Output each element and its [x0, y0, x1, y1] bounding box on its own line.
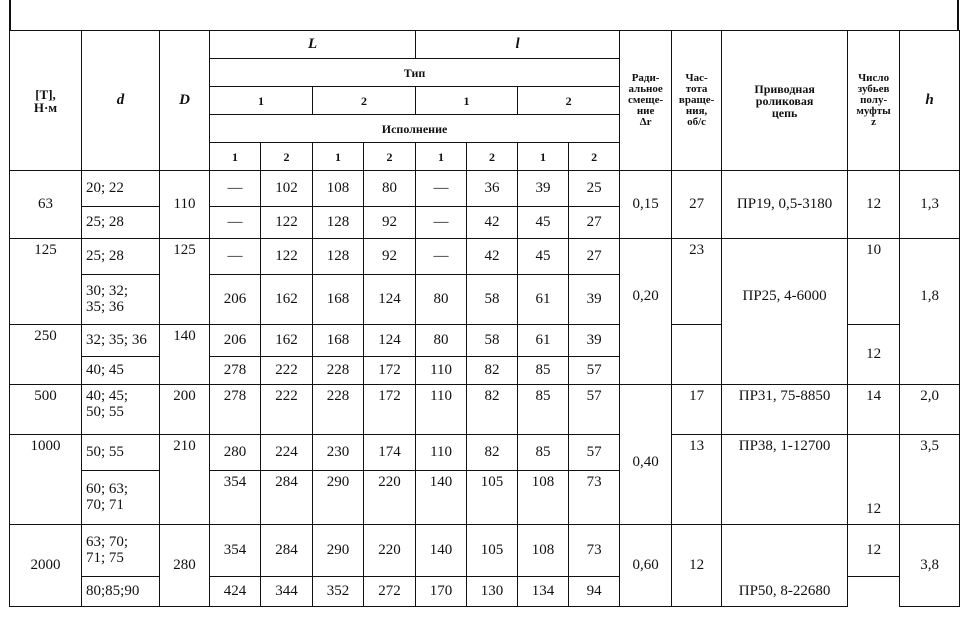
value-cell: 85: [518, 357, 569, 385]
value-cell: 134: [518, 577, 569, 607]
value-cell: 124: [364, 325, 416, 357]
header-exec-col: 1: [518, 143, 569, 171]
torque-cell: 500: [10, 385, 82, 435]
value-cell: 80: [364, 171, 416, 207]
torque-cell: 2000: [10, 525, 82, 607]
value-cell: 110: [416, 357, 467, 385]
value-cell: 290: [313, 471, 364, 525]
header-radial-offset: Ради- альное смеще- ние Δr: [620, 31, 672, 171]
value-cell: 110: [416, 385, 467, 435]
frequency-cell: 12: [672, 525, 722, 607]
D-cell: 200: [160, 385, 210, 435]
d-cell: 40; 45; 50; 55: [82, 385, 160, 435]
chain-cell: ПР38, 1-12700: [722, 435, 848, 525]
torque-cell: 63: [10, 171, 82, 239]
value-cell: 222: [261, 357, 313, 385]
frequency-cell: 27: [672, 171, 722, 239]
value-cell: 354: [210, 525, 261, 577]
value-cell: 80: [416, 325, 467, 357]
value-cell: 105: [467, 525, 518, 577]
value-cell: 73: [569, 471, 620, 525]
value-cell: 128: [313, 207, 364, 239]
d-cell: 50; 55: [82, 435, 160, 471]
value-cell: 222: [261, 385, 313, 435]
D-cell: 280: [160, 525, 210, 607]
teeth-cell: 12: [848, 435, 900, 525]
value-cell: 354: [210, 471, 261, 525]
value-cell: 45: [518, 239, 569, 275]
value-cell: 82: [467, 435, 518, 471]
d-cell: 32; 35; 36: [82, 325, 160, 357]
header-L-type-1: 1: [210, 87, 313, 115]
value-cell: 220: [364, 525, 416, 577]
frequency-cell: 17: [672, 385, 722, 435]
frequency-cell: 23: [672, 239, 722, 325]
teeth-cell: 12: [848, 525, 900, 577]
table-row: [10, 385, 960, 435]
value-cell: 36: [467, 171, 518, 207]
radial-offset-cell: 0,15: [620, 171, 672, 239]
header-exec-col: 2: [467, 143, 518, 171]
value-cell: 172: [364, 385, 416, 435]
value-cell: 85: [518, 435, 569, 471]
h-cell: 2,0: [900, 385, 960, 435]
value-cell: 102: [261, 171, 313, 207]
value-cell: 42: [467, 207, 518, 239]
header-h: h: [900, 31, 960, 171]
value-cell: 228: [313, 357, 364, 385]
value-cell: 27: [569, 239, 620, 275]
d-cell: 40; 45: [82, 357, 160, 385]
torque-cell: 125: [10, 239, 82, 325]
value-cell: 94: [569, 577, 620, 607]
value-cell: 85: [518, 385, 569, 435]
torque-cell: 250: [10, 325, 82, 385]
value-cell: 170: [416, 577, 467, 607]
value-cell: 162: [261, 325, 313, 357]
header-L: L: [210, 31, 416, 59]
d-cell: 30; 32; 35; 36: [82, 275, 160, 325]
d-cell: 25; 28: [82, 239, 160, 275]
header-type: Тип: [210, 59, 620, 87]
header-l-type-2: 2: [518, 87, 620, 115]
h-cell: 3,5: [900, 435, 960, 525]
value-cell: 122: [261, 207, 313, 239]
header-exec-col: 2: [569, 143, 620, 171]
value-cell: 124: [364, 275, 416, 325]
d-cell: 20; 22: [82, 171, 160, 207]
value-cell: 110: [416, 435, 467, 471]
value-cell: 168: [313, 325, 364, 357]
value-cell: 92: [364, 207, 416, 239]
value-cell: 128: [313, 239, 364, 275]
value-cell: 224: [261, 435, 313, 471]
value-cell: —: [416, 207, 467, 239]
value-cell: 130: [467, 577, 518, 607]
value-cell: 45: [518, 207, 569, 239]
value-cell: 57: [569, 385, 620, 435]
value-cell: 61: [518, 325, 569, 357]
header-exec-col: 2: [364, 143, 416, 171]
frequency-cell: [672, 325, 722, 385]
header-D: D: [160, 31, 210, 171]
value-cell: 58: [467, 275, 518, 325]
header-torque: [T], Н·м: [10, 31, 82, 171]
D-cell: 110: [160, 171, 210, 239]
value-cell: 39: [569, 275, 620, 325]
value-cell: 352: [313, 577, 364, 607]
value-cell: 39: [569, 325, 620, 357]
value-cell: 278: [210, 357, 261, 385]
value-cell: 108: [518, 471, 569, 525]
value-cell: 168: [313, 275, 364, 325]
value-cell: 80: [416, 275, 467, 325]
header-rotation-frequency: Час- тота враще- ния, об/с: [672, 31, 722, 171]
chain-cell: ПР31, 75-8850: [722, 385, 848, 435]
value-cell: 272: [364, 577, 416, 607]
table-row: [10, 435, 960, 471]
value-cell: —: [416, 239, 467, 275]
torque-cell: 1000: [10, 435, 82, 525]
value-cell: 27: [569, 207, 620, 239]
value-cell: 140: [416, 525, 467, 577]
value-cell: 230: [313, 435, 364, 471]
table-row: [10, 171, 960, 207]
value-cell: 57: [569, 357, 620, 385]
h-cell: 1,3: [900, 171, 960, 239]
value-cell: 42: [467, 239, 518, 275]
chain-cell: ПР25, 4-6000: [722, 239, 848, 385]
value-cell: 73: [569, 525, 620, 577]
table-top-margin: [9, 0, 959, 30]
header-exec-col: 1: [416, 143, 467, 171]
value-cell: 61: [518, 275, 569, 325]
h-cell: 3,8: [900, 525, 960, 607]
value-cell: 278: [210, 385, 261, 435]
value-cell: 174: [364, 435, 416, 471]
D-cell: 125: [160, 239, 210, 325]
teeth-cell: 12: [848, 325, 900, 385]
value-cell: —: [416, 171, 467, 207]
table-frame: [9, 0, 959, 619]
d-cell: 25; 28: [82, 207, 160, 239]
value-cell: 424: [210, 577, 261, 607]
radial-offset-cell: 0,40: [620, 385, 672, 525]
header-l: l: [416, 31, 620, 59]
value-cell: —: [210, 171, 261, 207]
header-exec-col: 1: [313, 143, 364, 171]
value-cell: 220: [364, 471, 416, 525]
value-cell: 206: [210, 275, 261, 325]
header-execution: Исполнение: [210, 115, 620, 143]
value-cell: 105: [467, 471, 518, 525]
chain-cell: ПР19, 0,5-3180: [722, 171, 848, 239]
h-cell: 1,8: [900, 239, 960, 385]
value-cell: 344: [261, 577, 313, 607]
value-cell: 108: [518, 525, 569, 577]
chain-cell: ПР50, 8-22680: [722, 525, 848, 607]
value-cell: 82: [467, 385, 518, 435]
value-cell: 108: [313, 171, 364, 207]
value-cell: 58: [467, 325, 518, 357]
value-cell: 57: [569, 435, 620, 471]
value-cell: —: [210, 207, 261, 239]
radial-offset-cell: 0,20: [620, 239, 672, 385]
header-drive-chain: Приводная роликовая цепь: [722, 31, 848, 171]
header-exec-col: 2: [261, 143, 313, 171]
value-cell: 290: [313, 525, 364, 577]
header-d: d: [82, 31, 160, 171]
value-cell: 82: [467, 357, 518, 385]
value-cell: 25: [569, 171, 620, 207]
teeth-cell: 10: [848, 239, 900, 325]
D-cell: 210: [160, 435, 210, 525]
table-row: [10, 239, 960, 275]
teeth-cell-empty: [848, 577, 900, 607]
header-teeth-count: Число зубьев полу- муфты z: [848, 31, 900, 171]
d-cell: 80;85;90: [82, 577, 160, 607]
header-l-type-1: 1: [416, 87, 518, 115]
value-cell: 284: [261, 471, 313, 525]
frequency-cell: 13: [672, 435, 722, 525]
coupling-spec-table: [9, 30, 960, 607]
radial-offset-cell: 0,60: [620, 525, 672, 607]
value-cell: 228: [313, 385, 364, 435]
teeth-cell: 14: [848, 385, 900, 435]
value-cell: 172: [364, 357, 416, 385]
value-cell: —: [210, 239, 261, 275]
d-cell: 63; 70; 71; 75: [82, 525, 160, 577]
teeth-cell: 12: [848, 171, 900, 239]
header-exec-col: 1: [210, 143, 261, 171]
value-cell: 122: [261, 239, 313, 275]
value-cell: 92: [364, 239, 416, 275]
value-cell: 39: [518, 171, 569, 207]
value-cell: 206: [210, 325, 261, 357]
value-cell: 284: [261, 525, 313, 577]
value-cell: 280: [210, 435, 261, 471]
table-row: [10, 525, 960, 577]
D-cell: 140: [160, 325, 210, 385]
header-L-type-2: 2: [313, 87, 416, 115]
value-cell: 140: [416, 471, 467, 525]
value-cell: 162: [261, 275, 313, 325]
d-cell: 60; 63; 70; 71: [82, 471, 160, 525]
